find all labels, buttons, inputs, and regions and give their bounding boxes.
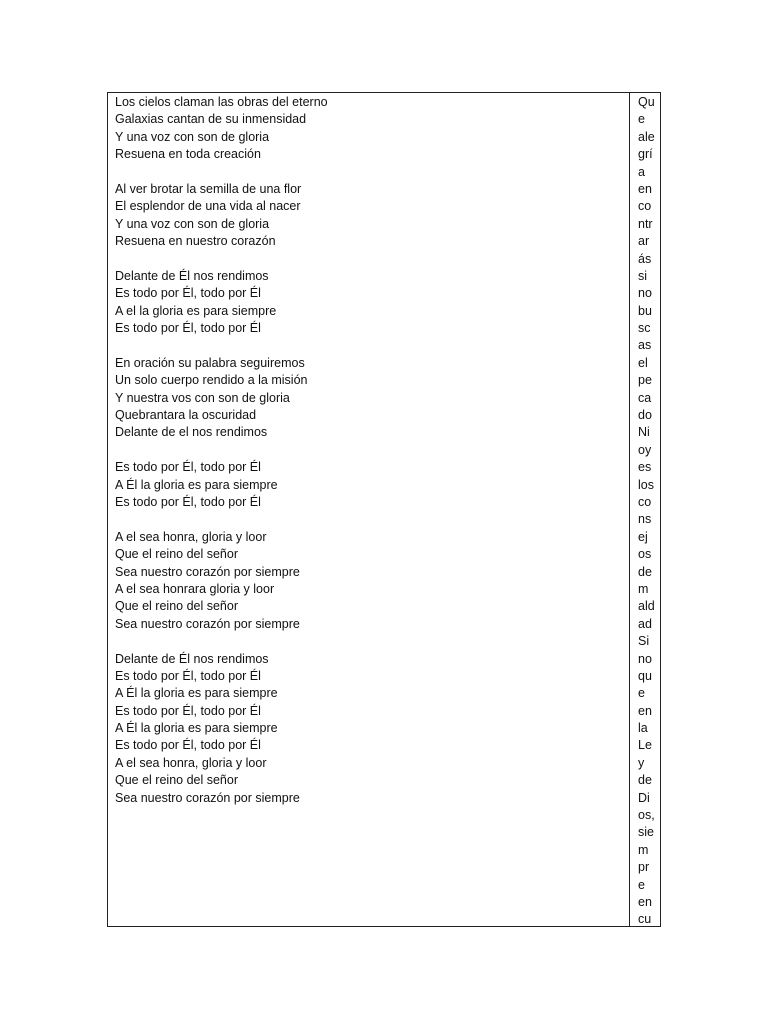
lyric-line: Y una voz con son de gloria xyxy=(115,129,270,144)
side-text-cell xyxy=(630,93,660,926)
side-text-fragment: oy xyxy=(638,442,652,457)
lyric-line: Que el reino del señor xyxy=(115,773,238,788)
side-text-fragment: ale xyxy=(638,129,655,144)
side-text-fragment: ás xyxy=(638,251,652,266)
side-text-fragment: do xyxy=(638,408,652,423)
lyrics-cell xyxy=(108,93,630,926)
side-text-fragment: Le xyxy=(638,738,652,753)
lyric-line: A Él la gloria es para siempre xyxy=(115,477,278,492)
lyric-line: A el sea honra, gloria y loor xyxy=(115,529,267,544)
lyric-line: Es todo por Él, todo por Él xyxy=(115,494,261,509)
side-text-fragment: de xyxy=(638,773,652,788)
lyric-line: Sea nuestro corazón por siempre xyxy=(115,564,300,579)
side-text-fragment: los xyxy=(638,477,654,492)
side-text-fragment: si xyxy=(638,268,648,283)
document-table xyxy=(107,92,661,927)
side-text-fragment: el xyxy=(638,355,648,370)
lyric-line: Sea nuestro corazón por siempre xyxy=(115,616,300,631)
side-text-fragment: y xyxy=(638,755,645,770)
side-text-fragment: ad xyxy=(638,616,652,631)
lyric-line: Resuena en nuestro corazón xyxy=(115,234,276,249)
lyric-line: Delante de el nos rendimos xyxy=(115,425,268,440)
lyric-line: A Él la gloria es para siempre xyxy=(115,721,278,736)
lyric-line: A el sea honrara gloria y loor xyxy=(115,581,275,596)
lyric-line: Que el reino del señor xyxy=(115,599,238,614)
blank-line xyxy=(115,511,629,528)
lyric-line: A Él la gloria es para siempre xyxy=(115,686,278,701)
side-text-fragment: cu xyxy=(638,912,652,926)
side-text-fragment: ntr xyxy=(638,216,653,231)
side-text-fragment: ca xyxy=(638,390,652,405)
side-text-fragment: grí xyxy=(638,147,653,162)
lyric-line: Que el reino del señor xyxy=(115,547,238,562)
side-text-fragment: la xyxy=(638,721,648,736)
side-text-fragment: Ni xyxy=(638,425,650,440)
side-text-fragment: m xyxy=(638,842,649,857)
side-text-fragment: ar xyxy=(638,234,650,249)
side-text-fragment: ns xyxy=(638,512,652,527)
lyric-line: Y una voz con son de gloria xyxy=(115,216,270,231)
side-text-fragment: es xyxy=(638,460,652,475)
side-text-fragment: m xyxy=(638,581,649,596)
side-text-fragment: e xyxy=(638,112,645,127)
lyric-line: Es todo por Él, todo por Él xyxy=(115,703,261,718)
lyric-line: A el sea honra, gloria y loor xyxy=(115,755,267,770)
lyric-line: En oración su palabra seguiremos xyxy=(115,355,305,370)
lyric-line: Resuena en toda creación xyxy=(115,147,261,162)
blank-line xyxy=(115,442,629,459)
side-text-fragment: qu xyxy=(638,668,652,683)
lyric-line: Y nuestra vos con son de gloria xyxy=(115,390,290,405)
side-text-fragment: no xyxy=(638,651,652,666)
blank-line xyxy=(115,251,629,268)
lyric-line: Delante de Él nos rendimos xyxy=(115,651,269,666)
side-text-fragment: pe xyxy=(638,373,652,388)
lyric-line: Delante de Él nos rendimos xyxy=(115,268,269,283)
lyric-line: Los cielos claman las obras del eterno xyxy=(115,95,328,109)
side-text-fragment: os xyxy=(638,547,652,562)
lyric-line: Es todo por Él, todo por Él xyxy=(115,738,261,753)
blank-line xyxy=(115,164,629,181)
side-text-fragment: e xyxy=(638,686,645,701)
side-text-fragment: as xyxy=(638,338,652,353)
side-text-fragment: sie xyxy=(638,825,654,840)
side-text-fragment: ald xyxy=(638,599,655,614)
side-text-fragment: co xyxy=(638,199,652,214)
side-text-fragment: pr xyxy=(638,860,650,875)
lyric-line: Un solo cuerpo rendido a la misión xyxy=(115,373,308,388)
side-text-fragment: en xyxy=(638,894,652,909)
lyric-line: Galaxias cantan de su inmensidad xyxy=(115,112,307,127)
lyric-line: El esplendor de una vida al nacer xyxy=(115,199,301,214)
side-text-fragment: a xyxy=(638,164,645,179)
lyric-line: Es todo por Él, todo por Él xyxy=(115,460,261,475)
side-text-fragment: no xyxy=(638,286,652,301)
side-text-fragment: e xyxy=(638,877,645,892)
side-text-fragment: en xyxy=(638,703,652,718)
lyric-line: Quebrantara la oscuridad xyxy=(115,408,257,423)
lyric-line: A el la gloria es para siempre xyxy=(115,303,277,318)
side-text-fragment: os, xyxy=(638,808,655,823)
side-text-fragment: Di xyxy=(638,790,650,805)
lyric-line: Es todo por Él, todo por Él xyxy=(115,286,261,301)
lyric-line: Al ver brotar la semilla de una flor xyxy=(115,181,302,196)
side-text-fragment: ej xyxy=(638,529,648,544)
side-text-fragment: Si xyxy=(638,634,650,649)
side-text-fragment: co xyxy=(638,494,652,509)
lyric-line: Sea nuestro corazón por siempre xyxy=(115,790,300,805)
side-text-fragment: bu xyxy=(638,303,652,318)
side-text-fragment: de xyxy=(638,564,652,579)
blank-line xyxy=(115,633,629,650)
lyric-line: Es todo por Él, todo por Él xyxy=(115,321,261,336)
blank-line xyxy=(115,337,629,354)
side-text-fragment: en xyxy=(638,181,652,196)
side-text-fragment: sc xyxy=(638,321,651,336)
lyric-line: Es todo por Él, todo por Él xyxy=(115,668,261,683)
side-text-fragment: Qu xyxy=(638,95,655,109)
